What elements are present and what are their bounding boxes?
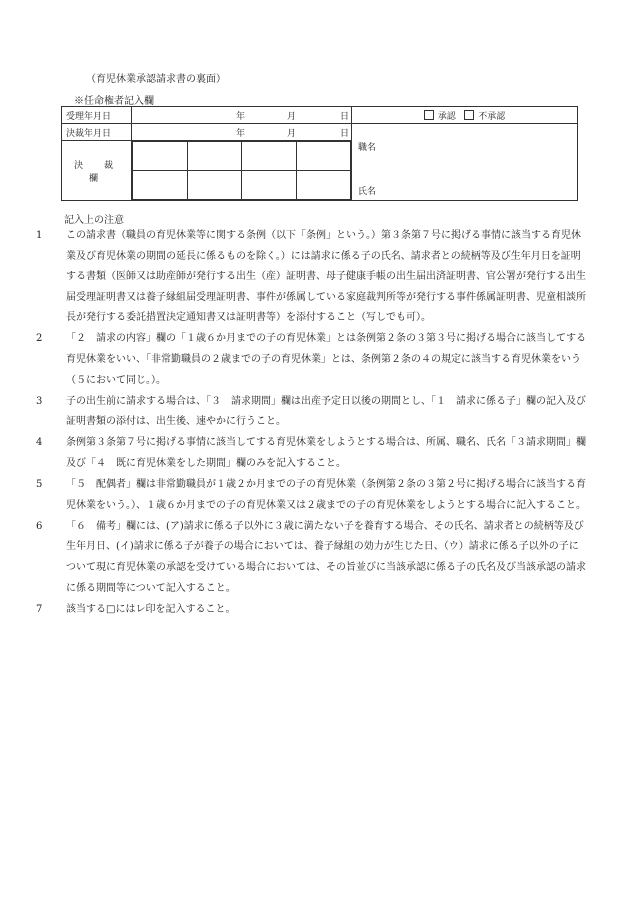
seal-box[interactable] bbox=[133, 171, 188, 200]
decision-label: 決 裁 欄 bbox=[62, 141, 132, 201]
approve-label: 承認 bbox=[437, 111, 456, 122]
signer-cell bbox=[352, 124, 578, 201]
received-month-unit: 月 bbox=[287, 112, 297, 122]
appointer-form-table bbox=[61, 106, 578, 201]
note-number: 1 bbox=[36, 230, 43, 241]
note-number: 6 bbox=[36, 520, 43, 532]
note-text: 「５ 配偶者」欄は非常勤職員が１歳２か月までの子の育児休業（条例第２条の３第２号に掲げる場合に該当する育児休業をいう。）、１歳６か月までの子の育児休業又は２歳までの子の育児休業をしようとする場合に記入すること。 bbox=[66, 479, 586, 511]
decided-year-unit: 年 bbox=[236, 129, 246, 139]
seal-box[interactable] bbox=[296, 171, 351, 200]
note-text: 該当する□にはレ印を記入すること。 bbox=[66, 603, 236, 615]
seal-box[interactable] bbox=[187, 142, 242, 171]
position-label: 職名 bbox=[358, 143, 377, 153]
note-text: 「２ 請求の内容」欄の「１歳６か月までの子の育児休業」とは条例第２条の３第３号に掲げる場合に該当してする育児休業をいい、「非常勤職員の２歳までの子の育児休業」とは、条例第２条の４の規定に該当する育児休業をいう（５において同じ。）。 bbox=[66, 333, 586, 386]
disapprove-checkbox[interactable] bbox=[464, 110, 474, 120]
decided-month-unit: 月 bbox=[287, 129, 297, 139]
page-heading: （育児休業承認請求書の裏面） bbox=[86, 74, 226, 85]
note-item bbox=[36, 392, 586, 433]
approve-checkbox[interactable] bbox=[424, 110, 434, 120]
seal-area bbox=[132, 141, 352, 201]
note-text: 子の出生前に請求する場合は、「３ 請求期間」欄は出産予定日以後の期間とし、「１ 請求に係る子」欄の記入及び証明書類の添付は、出生後、速やかに行うこと。 bbox=[66, 395, 586, 428]
seal-box[interactable] bbox=[133, 142, 188, 171]
decided-day-unit: 日 bbox=[340, 129, 350, 139]
note-item bbox=[36, 600, 586, 621]
note-item bbox=[36, 475, 586, 516]
note-item bbox=[36, 517, 586, 599]
decided-date-label: 決裁年月日 bbox=[62, 124, 132, 141]
appointer-section-label: ※任命権者記入欄 bbox=[74, 96, 154, 107]
received-date-label: 受理年月日 bbox=[62, 107, 132, 124]
decided-date-field[interactable] bbox=[132, 124, 352, 141]
seal-box[interactable] bbox=[242, 142, 297, 171]
notes-title: 記入上の注意 bbox=[64, 215, 124, 226]
name-label: 氏名 bbox=[358, 187, 377, 197]
note-text: 「６ 備考」欄には、(ア)請求に係る子以外に３歳に満たない子を養育する場合、その氏名、請求者との続柄等及び生年月日、(イ)請求に係る子が養子の場合においては、養子縁組の効力が生じた日、（ウ）請求に係る子以外の子について現に育児休業の承認を受けている場合においては、その旨並びに当該承認に係る子の氏名及び当該承認の請求に係る期間等について記入すること。 bbox=[66, 520, 586, 594]
note-item bbox=[36, 329, 586, 391]
note-item bbox=[36, 226, 586, 329]
note-number: 3 bbox=[36, 395, 43, 407]
received-year-unit: 年 bbox=[236, 112, 246, 122]
seal-box[interactable] bbox=[187, 171, 242, 200]
note-number: 2 bbox=[36, 333, 43, 345]
disapprove-label: 不承認 bbox=[478, 111, 506, 122]
seal-grid bbox=[132, 141, 351, 200]
note-item bbox=[36, 433, 586, 474]
note-number: 7 bbox=[36, 603, 43, 615]
received-date-field[interactable] bbox=[132, 107, 352, 124]
note-text: 条例第３条第７号に掲げる事情に該当してする育児休業をしようとする場合は、所属、職名、氏名「３請求期間」欄及び「４ 既に育児休業をした期間」欄のみを記入すること。 bbox=[66, 437, 586, 470]
note-text: この請求書（職員の育児休業等に関する条例（以下「条例」という。）第３条第７号に掲げる事情に該当する育児休業及び育児休業の期間の延長に係るものを除く。）には請求に係る子の氏名、請求者との続柄等及び生年月日を証明する書類（医師又は助産師が発行する出生（産）証明書、母子健康手帳の出生届出済証明書、官公署が発行する出生届受理証明書又は養子縁組届受理証明書、事件が係属している家庭裁判所等が発行する事件係属証明書、児童相談所長が発行する委託措置決定通知書又は証明書等）を添付すること（写しでも可）。 bbox=[66, 230, 586, 324]
notes-list bbox=[36, 226, 586, 621]
received-day-unit: 日 bbox=[340, 112, 350, 122]
approval-choice bbox=[352, 107, 578, 124]
seal-box[interactable] bbox=[242, 171, 297, 200]
note-number: 4 bbox=[36, 437, 43, 449]
note-number: 5 bbox=[36, 479, 43, 491]
seal-box[interactable] bbox=[296, 142, 351, 171]
